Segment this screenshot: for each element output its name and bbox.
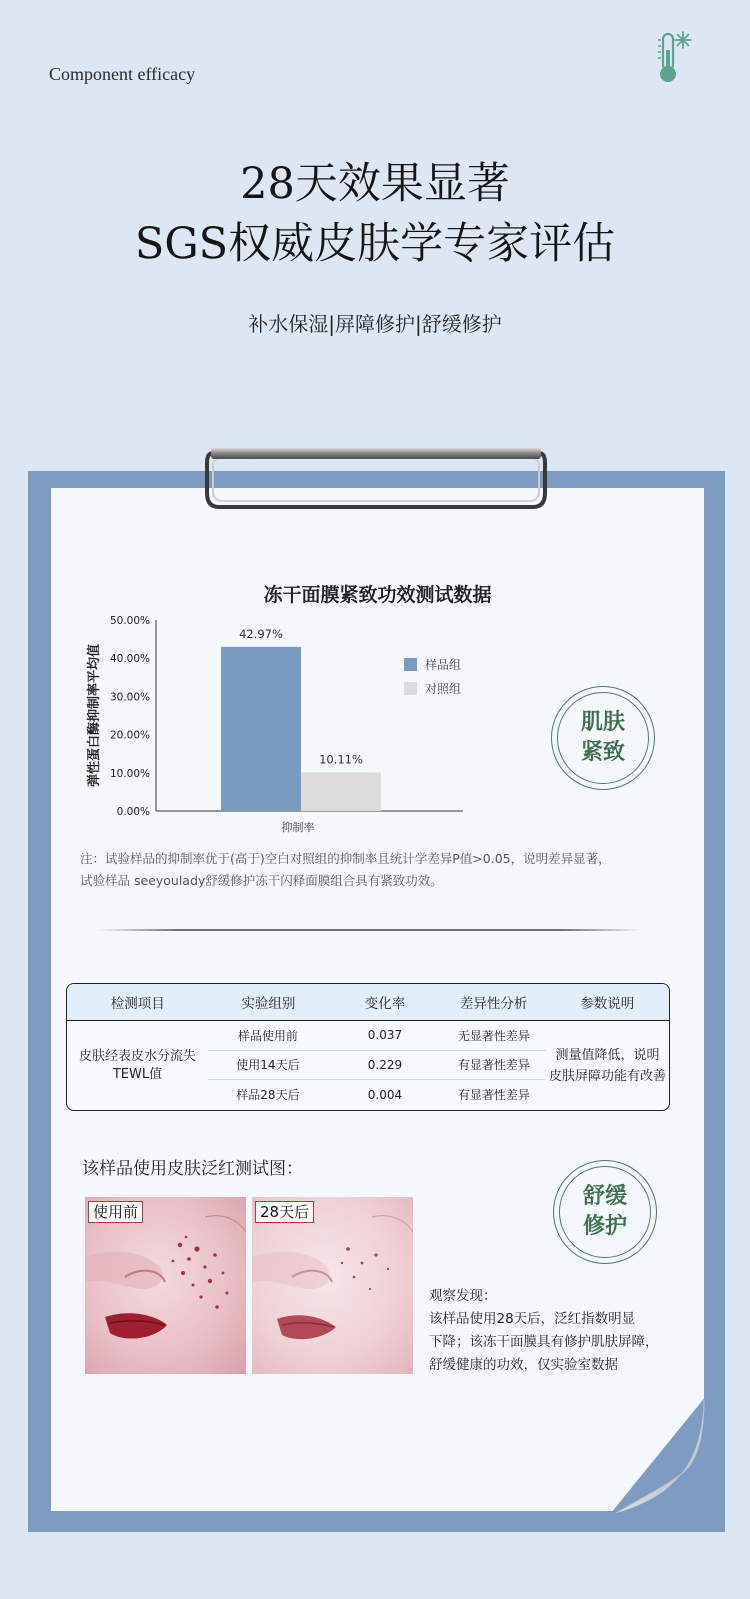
chart-title: 冻干面膜紧致功效测试数据	[263, 584, 492, 606]
photo-before	[85, 1197, 246, 1374]
table-cell-group: 样品使用前	[237, 1028, 298, 1043]
subtitle: 补水保湿|屏障修护|舒缓修护	[248, 312, 502, 336]
redness-map-before	[85, 1197, 246, 1374]
section-divider	[98, 929, 642, 931]
y-tick-label: 0.00%	[116, 806, 150, 818]
y-tick-label: 20.00%	[109, 729, 150, 742]
badge-firming	[551, 686, 655, 790]
observation-line1: 观察发现：	[429, 1288, 497, 1304]
legend-swatch-control	[404, 682, 417, 695]
bar-sample	[221, 647, 301, 811]
table-cell-rate: 0.229	[367, 1057, 403, 1072]
legend-label-sample: 样品组	[425, 657, 462, 672]
table-param-cell	[546, 1021, 669, 1110]
legend-label-control: 对照组	[425, 681, 462, 696]
table-header-cell: 参数说明	[580, 996, 635, 1012]
tewl-table	[66, 983, 670, 1111]
table-header-cell: 实验组别	[241, 996, 296, 1012]
badge-soothing	[553, 1160, 657, 1264]
badge-soothing-line1: 舒缓	[582, 1184, 627, 1210]
table-cell-rate: 0.037	[367, 1028, 403, 1043]
badge-firming-inner	[557, 692, 649, 784]
table-param-line1: 测量值降低，说明	[555, 1047, 660, 1063]
table-rows	[208, 1021, 546, 1110]
observation-line2: 该样品使用28天后，泛红指数明显	[429, 1311, 636, 1327]
redness-map-after	[252, 1197, 413, 1374]
table-item-cell	[67, 1021, 208, 1110]
table-header-cell: 差异性分析	[459, 996, 528, 1012]
y-tick-label: 50.00%	[109, 615, 150, 627]
table-header	[67, 984, 669, 1021]
table-cell-analysis: 有显著性差异	[457, 1058, 530, 1073]
photo-label-after: 28天后	[255, 1201, 314, 1223]
table-cell-group: 使用14天后	[236, 1058, 300, 1073]
table-cell-rate: 0.004	[367, 1087, 403, 1102]
bar-value-label: 42.97%	[239, 626, 283, 641]
page-curl	[612, 1400, 706, 1513]
title-line-2: SGS权威皮肤学专家评估	[134, 219, 616, 269]
binder-clip	[205, 447, 547, 519]
legend-swatch-sample	[404, 658, 417, 671]
bar-chart	[80, 612, 480, 842]
thermometer-snowflake-icon	[652, 28, 694, 86]
table-body	[67, 1021, 669, 1110]
table-cell-analysis: 有显著性差异	[457, 1088, 530, 1103]
table-cell-group: 样品28天后	[236, 1088, 300, 1103]
badge-firming-line2: 紧致	[580, 740, 625, 765]
table-param-line2: 皮肤屏障功能有改善	[548, 1068, 666, 1084]
badge-soothing-line2: 修护	[582, 1214, 627, 1239]
chart-legend	[404, 652, 461, 700]
y-axis-label: 弹性蛋白酶抑制率平均值	[87, 643, 102, 788]
bar-control	[301, 772, 381, 811]
legend-item-control	[404, 676, 461, 700]
table-row	[208, 1080, 546, 1110]
x-category-label: 抑制率	[281, 821, 315, 834]
badge-firming-line1: 肌肤	[580, 710, 625, 736]
chart-note	[80, 848, 680, 892]
table-header-cell: 检测项目	[110, 996, 165, 1012]
observation-text	[429, 1285, 679, 1377]
y-tick-label: 10.00%	[109, 767, 150, 780]
chart-note-line1: 注：试验样品的抑制率优于(高于)空白对照组的抑制率且统计学差异P值>0.05，说明差异显著，	[80, 851, 611, 866]
bar-value-label: 10.11%	[319, 752, 363, 767]
y-tick-label: 40.00%	[109, 653, 150, 666]
observation-line3: 下降；该冻干面膜具有修护肌肤屏障，	[429, 1334, 659, 1350]
title-line-1: 28天效果显著	[240, 159, 510, 209]
legend-item-sample	[404, 652, 461, 676]
table-row	[208, 1021, 546, 1051]
observation-line4: 舒缓健康的功效，仅实验室数据	[429, 1357, 618, 1373]
table-item-line2: TEWL值	[112, 1066, 163, 1082]
table-row	[208, 1051, 546, 1081]
photo-after	[252, 1197, 413, 1374]
y-tick-label: 30.00%	[109, 691, 150, 704]
table-item-line1: 皮肤经表皮水分流失	[78, 1048, 196, 1064]
table-cell-analysis: 无显著性差异	[457, 1028, 530, 1043]
badge-soothing-inner	[559, 1166, 651, 1258]
brand-label: Component efficacy	[49, 64, 196, 84]
photo-section-title: 该样品使用皮肤泛红测试图：	[82, 1159, 303, 1179]
table-header-cell: 变化率	[364, 996, 406, 1012]
chart-note-line2: 试验样品 seeyoulady舒缓修护冻干闪释面膜组合具有紧致功效。	[80, 873, 443, 888]
photo-label-before: 使用前	[88, 1201, 143, 1223]
